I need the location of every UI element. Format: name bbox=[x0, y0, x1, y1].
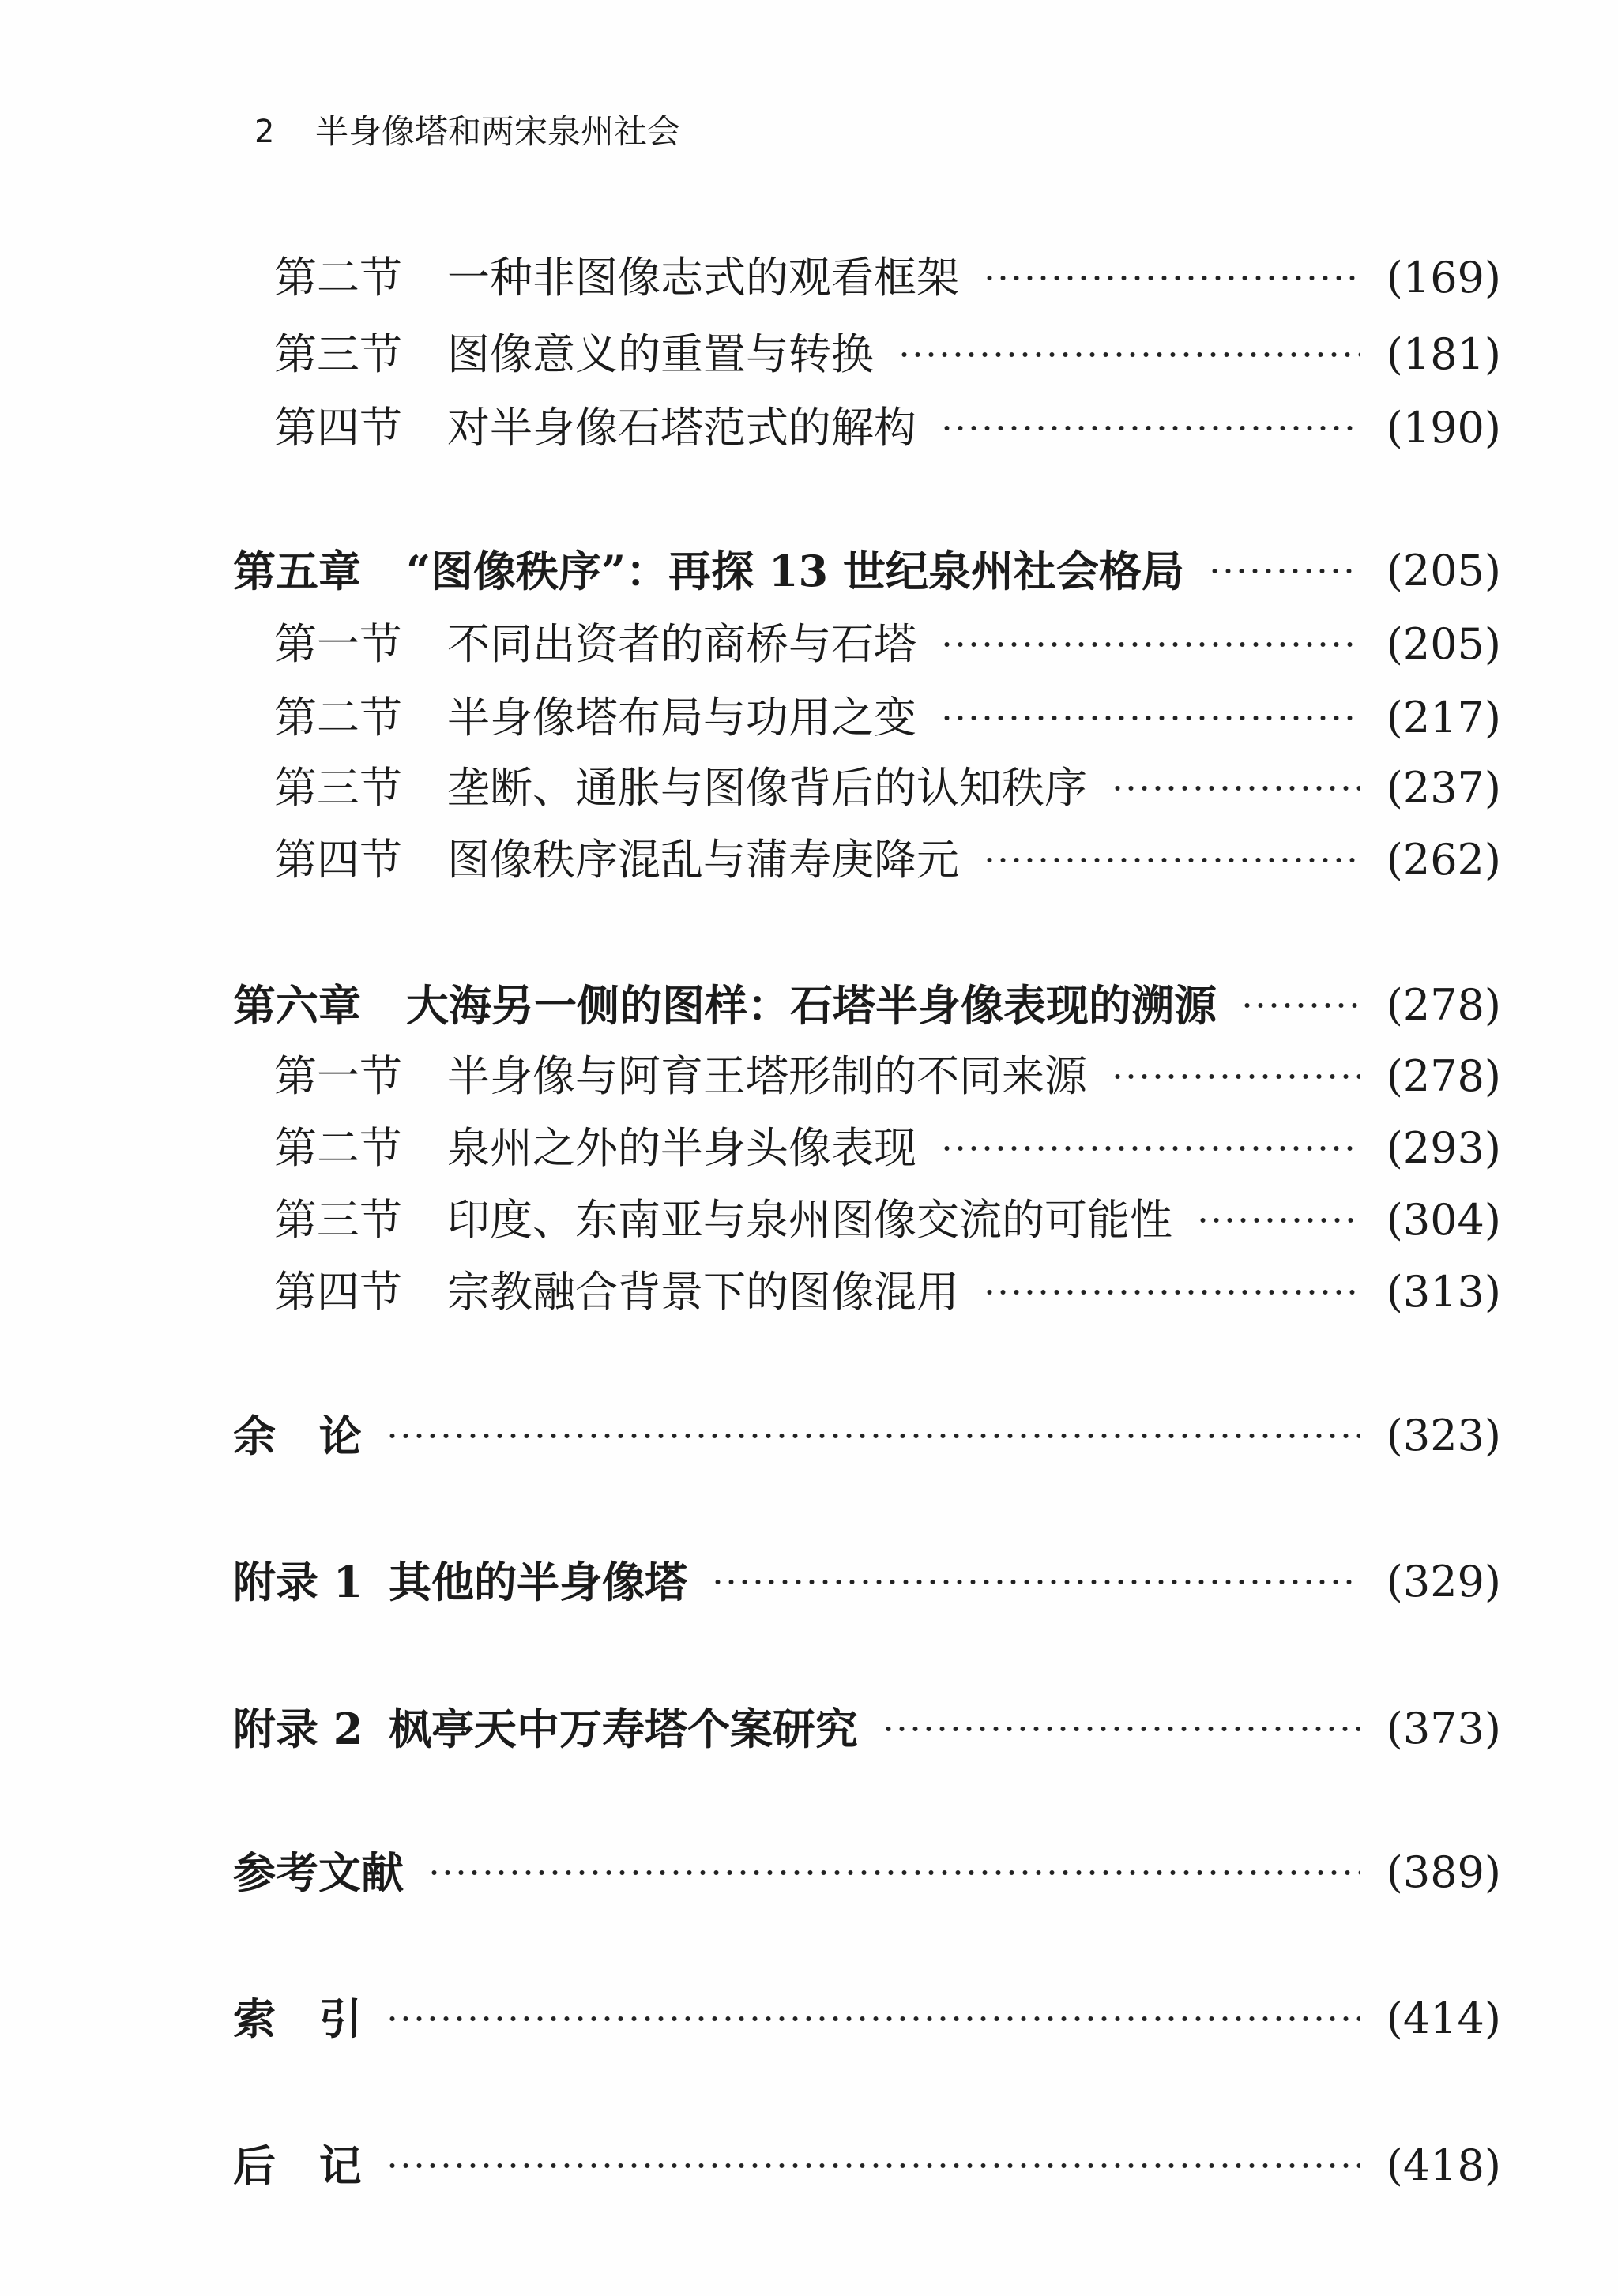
toc-entry-ch4-sec2 bbox=[274, 250, 1501, 306]
toc-entry-chapter-5 bbox=[233, 543, 1501, 599]
page-reference: (169) bbox=[1386, 253, 1501, 303]
page-reference: (217) bbox=[1386, 693, 1501, 742]
page-reference: (278) bbox=[1386, 1051, 1501, 1101]
toc-entry-ch6-sec2 bbox=[274, 1121, 1501, 1176]
page-reference: (373) bbox=[1386, 1704, 1501, 1753]
page-reference: (262) bbox=[1386, 835, 1501, 885]
dot-leader bbox=[386, 2014, 1360, 2024]
toc-entry-ch5-sec3 bbox=[274, 761, 1501, 816]
toc-entry-ch6-sec1 bbox=[274, 1049, 1501, 1104]
toc-entry-ch6-sec3 bbox=[274, 1193, 1501, 1248]
dot-leader bbox=[1111, 783, 1360, 793]
section-label: 第四节 bbox=[274, 403, 402, 453]
entry-label: 余 论 bbox=[233, 1411, 362, 1461]
section-title: 图像意义的重置与转换 bbox=[447, 329, 874, 379]
dot-leader bbox=[983, 1287, 1360, 1297]
page-reference: (205) bbox=[1386, 546, 1501, 596]
dot-leader bbox=[1240, 1001, 1360, 1010]
toc-entry-index bbox=[233, 1991, 1501, 2046]
toc-entry-appendix-2 bbox=[233, 1701, 1501, 1757]
section-label: 第三节 bbox=[274, 763, 402, 813]
toc-entry-ch5-sec2 bbox=[274, 690, 1501, 746]
page-reference: (313) bbox=[1386, 1267, 1501, 1317]
toc-entry-epilogue bbox=[233, 1408, 1501, 1464]
section-title: 印度、东南亚与泉州图像交流的可能性 bbox=[447, 1195, 1172, 1245]
page-reference: (304) bbox=[1386, 1195, 1501, 1245]
entry-label: 索 引 bbox=[233, 1993, 362, 2044]
toc-entry-afterword bbox=[233, 2138, 1501, 2193]
dot-leader bbox=[427, 1868, 1360, 1877]
section-title: 宗教融合背景下的图像混用 bbox=[447, 1267, 959, 1317]
dot-leader bbox=[983, 855, 1360, 865]
page-reference: (190) bbox=[1386, 403, 1501, 453]
dot-leader bbox=[711, 1577, 1360, 1587]
section-label: 第一节 bbox=[274, 619, 402, 669]
running-header-book-title: 半身像塔和两宋泉州社会 bbox=[315, 112, 681, 151]
section-label: 第二节 bbox=[274, 1123, 402, 1173]
section-title: 半身像塔布局与功用之变 bbox=[447, 693, 916, 742]
toc-entry-ch6-sec4 bbox=[274, 1264, 1501, 1320]
chapter-label: 第五章 bbox=[233, 546, 361, 596]
page-reference: (205) bbox=[1386, 619, 1501, 669]
section-title: 垄断、通胀与图像背后的认知秩序 bbox=[447, 763, 1087, 813]
section-label: 第三节 bbox=[274, 329, 402, 379]
section-title: 泉州之外的半身头像表现 bbox=[447, 1123, 916, 1173]
page-reference: (293) bbox=[1386, 1123, 1501, 1173]
section-label: 第一节 bbox=[274, 1051, 402, 1101]
appendix-label: 附录 1 bbox=[233, 1557, 363, 1607]
section-title: 一种非图像志式的观看框架 bbox=[447, 253, 959, 303]
dot-leader bbox=[897, 350, 1360, 359]
appendix-title: 其他的半身像塔 bbox=[389, 1557, 687, 1607]
toc-entry-ch5-sec4 bbox=[274, 832, 1501, 888]
chapter-label: 第六章 bbox=[233, 980, 361, 1031]
dot-leader bbox=[940, 1144, 1360, 1153]
section-title: 不同出资者的商桥与石塔 bbox=[447, 619, 916, 669]
chapter-title: 大海另一侧的图样：石塔半身像表现的溯源 bbox=[406, 980, 1217, 1031]
section-title: 对半身像石塔范式的解构 bbox=[447, 403, 916, 453]
dot-leader bbox=[983, 273, 1360, 283]
appendix-label: 附录 2 bbox=[233, 1704, 363, 1754]
page-reference: (418) bbox=[1386, 2140, 1501, 2190]
dot-leader bbox=[940, 640, 1360, 649]
appendix-title: 枫亭天中万寿塔个案研究 bbox=[389, 1704, 858, 1754]
section-label: 第四节 bbox=[274, 1267, 402, 1317]
page-reference: (181) bbox=[1386, 329, 1501, 379]
dot-leader bbox=[386, 1431, 1360, 1441]
entry-label: 后 记 bbox=[233, 2140, 362, 2191]
section-title: 图像秩序混乱与蒲寿庚降元 bbox=[447, 835, 959, 885]
dot-leader bbox=[940, 423, 1360, 433]
toc-entry-ch4-sec3 bbox=[274, 327, 1501, 382]
dot-leader bbox=[1111, 1072, 1360, 1081]
page-reference: (414) bbox=[1386, 1993, 1501, 2043]
toc-entry-references bbox=[233, 1845, 1501, 1900]
page-reference: (237) bbox=[1386, 763, 1501, 813]
section-label: 第四节 bbox=[274, 835, 402, 885]
toc-entry-ch4-sec4 bbox=[274, 400, 1501, 456]
entry-label: 参考文献 bbox=[233, 1847, 404, 1898]
section-title: 半身像与阿育王塔形制的不同来源 bbox=[447, 1051, 1087, 1101]
page-reference: (278) bbox=[1386, 980, 1501, 1030]
running-header-page-number: 2 bbox=[254, 114, 275, 150]
dot-leader bbox=[386, 2161, 1360, 2170]
page-reference: (389) bbox=[1386, 1847, 1501, 1897]
page-reference: (323) bbox=[1386, 1411, 1501, 1460]
page-reference: (329) bbox=[1386, 1557, 1501, 1606]
section-label: 第三节 bbox=[274, 1195, 402, 1245]
dot-leader bbox=[1208, 566, 1360, 576]
dot-leader bbox=[1196, 1216, 1360, 1225]
dot-leader bbox=[940, 713, 1360, 723]
section-label: 第二节 bbox=[274, 693, 402, 742]
chapter-title: “图像秩序”：再探 13 世纪泉州社会格局 bbox=[406, 546, 1184, 596]
section-label: 第二节 bbox=[274, 253, 402, 303]
toc-entry-chapter-6 bbox=[233, 978, 1501, 1033]
dot-leader bbox=[882, 1724, 1360, 1734]
toc-entry-ch5-sec1 bbox=[274, 617, 1501, 672]
toc-entry-appendix-1 bbox=[233, 1554, 1501, 1610]
